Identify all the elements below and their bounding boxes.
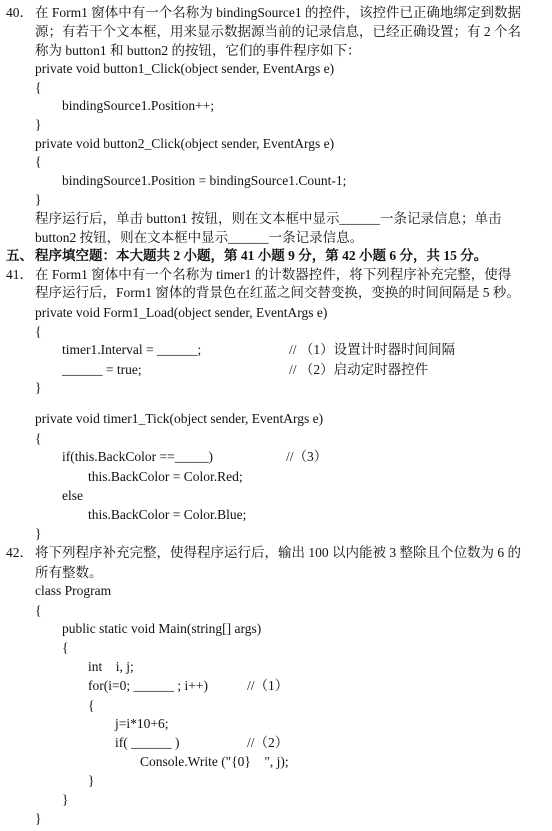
code-line: private void Form1_Load(object sender, EventArgs e) <box>35 304 328 320</box>
code-line: if(this.BackColor ==_____) <box>62 449 213 465</box>
code-line: } <box>62 792 69 808</box>
code-line: } <box>35 811 42 826</box>
code-comment: //（2） <box>247 734 289 750</box>
code-line: { <box>35 430 42 446</box>
question-40-text-line-1: 在 Form1 窗体中有一个名称为 bindingSource1 的控件，该控件已正确地绑定到数据 <box>35 5 521 21</box>
question-42-text-line-2: 所有整数。 <box>35 564 103 580</box>
code-line: { <box>88 697 95 713</box>
question-40-text-line-2: 源；有若干个文本框，用来显示数据源当前的记录信息，已经正确设置；有 2 个名 <box>35 24 521 40</box>
code-line: { <box>62 639 69 655</box>
code-line: this.BackColor = Color.Blue; <box>88 507 247 523</box>
code-line: private void button1_Click(object sender, EventArgs e) <box>35 61 335 77</box>
question-41-number: 41． <box>6 266 33 282</box>
code-line: { <box>35 154 42 170</box>
question-41-text-line-1: 在 Form1 窗体中有一个名称为 timer1 的计数器控件，将下列程序补充完整，使得 <box>35 266 512 282</box>
question-42-text-line-1: 将下列程序补充完整，使得程序运行后，输出 100 以内能被 3 整除且个位数为 6 的 <box>35 545 521 561</box>
code-line: ______ = true; <box>62 361 142 377</box>
code-line: this.BackColor = Color.Red; <box>88 468 243 484</box>
code-line: private void timer1_Tick(object sender, EventArgs e) <box>35 411 324 427</box>
question-40-number: 40． <box>6 5 33 21</box>
code-line: } <box>35 380 42 396</box>
code-line: } <box>88 772 95 788</box>
section-5-title: 程序填空题：本大题共 2 小题，第 41 小题 9 分，第 42 小题 6 分，共 15 分。 <box>35 248 488 264</box>
code-line: } <box>35 117 42 133</box>
code-line: if( ______ ) <box>115 734 180 750</box>
code-line: } <box>35 191 42 207</box>
code-line: int i, j; <box>88 659 134 675</box>
question-40-text-line-3: 称为 button1 和 button2 的按钮，它们的事件程序如下： <box>35 42 361 58</box>
question-41-text-line-2: 程序运行后，Form1 窗体的背景色在红蓝之间交替变换，变换的时间间隔是 5 秒。 <box>35 285 520 301</box>
code-line: bindingSource1.Position++; <box>62 98 215 114</box>
code-line: { <box>35 79 42 95</box>
code-line: j=i*10+6; <box>115 716 169 732</box>
question-42-number: 42． <box>6 545 33 561</box>
code-line: private void button2_Click(object sender, EventArgs e) <box>35 135 335 151</box>
code-comment: // （1）设置计时器时间间隔 <box>289 342 456 358</box>
code-line: public static void Main(string[] args) <box>62 621 262 637</box>
code-line: { <box>35 602 42 618</box>
code-comment: // （2）启动定时器控件 <box>289 361 429 377</box>
code-line: class Program <box>35 583 112 599</box>
code-line: timer1.Interval = ______; <box>62 342 202 358</box>
code-line: bindingSource1.Position = bindingSource1.Count-1; <box>62 172 347 188</box>
code-comment: //（3） <box>286 449 328 465</box>
question-40-after-line-2: button2 按钮，则在文本框中显示______一条记录信息。 <box>35 229 364 245</box>
code-line: { <box>35 323 42 339</box>
code-line: } <box>35 525 42 541</box>
code-line: else <box>62 487 83 503</box>
code-comment: //（1） <box>247 678 289 694</box>
question-40-after-line-1: 程序运行后，单击 button1 按钮，则在文本框中显示______一条记录信息；单击 <box>35 211 502 227</box>
section-5-number: 五、 <box>6 248 33 264</box>
code-line: for(i=0; ______ ; i++) <box>88 678 208 694</box>
code-line: Console.Write ("{0} ", j); <box>140 754 289 770</box>
